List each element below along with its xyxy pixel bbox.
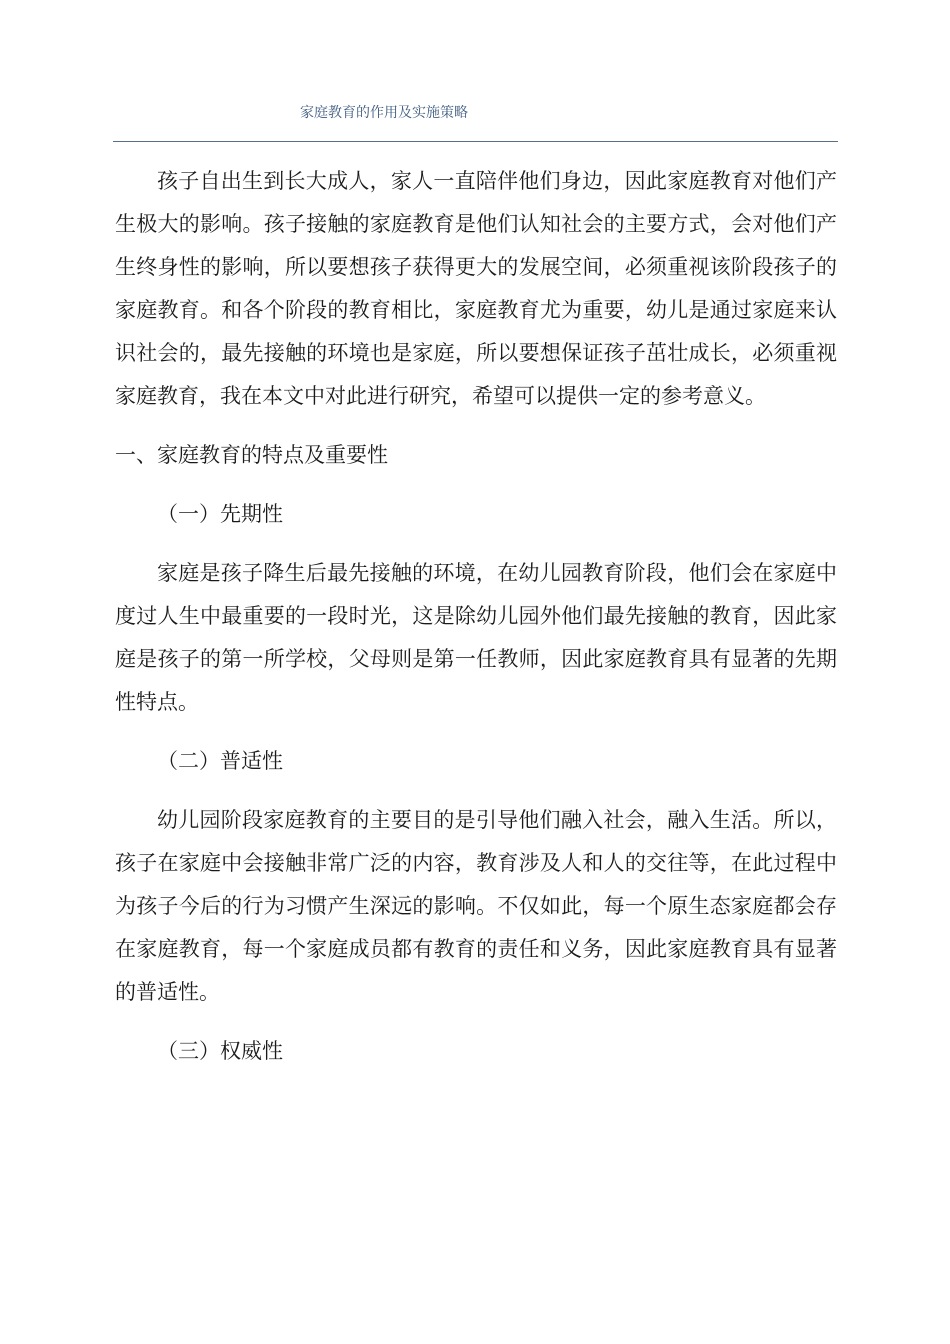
section-heading: 一、家庭教育的特点及重要性 [115,443,388,467]
subsection-heading-3: （三）权威性 [157,1039,283,1063]
running-header-title: 家庭教育的作用及实施策略 [300,105,468,121]
subsection-heading-1: （一）先期性 [157,502,283,526]
subsection-paragraph-2: 幼儿园阶段家庭教育的主要目的是引导他们融入社会，融入生活。所以，孩子在家庭中会接触非常广泛的内容，教育涉及人和人的交往等，在此过程中为孩子今后的行为习惯产生深远的影响。不仅如此，每一个原生态家庭都会存在家庭教育，每一个家庭成员都有教育的责任和义务，因此家庭教育具有显著的普适性。 [115,808,837,1004]
document-body [115,160,837,1073]
intro-paragraph: 孩子自出生到长大成人，家人一直陪伴他们身边，因此家庭教育对他们产生极大的影响。孩子接触的家庭教育是他们认知社会的主要方式，会对他们产生终身性的影响，所以要想孩子获得更大的发展空间，必须重视该阶段孩子的家庭教育。和各个阶段的教育相比，家庭教育尤为重要，幼儿是通过家庭来认识社会的，最先接触的环境也是家庭，所以要想保证孩子茁壮成长，必须重视家庭教育，我在本文中对此进行研究，希望可以提供一定的参考意义。 [115,169,837,408]
header-divider [113,141,838,142]
subsection-paragraph-1: 家庭是孩子降生后最先接触的环境，在幼儿园教育阶段，他们会在家庭中度过人生中最重要的一段时光，这是除幼儿园外他们最先接触的教育，因此家庭是孩子的第一所学校，父母则是第一任教师，因此家庭教育具有显著的先期性特点。 [115,561,837,714]
subsection-heading-2: （二）普适性 [157,749,283,773]
